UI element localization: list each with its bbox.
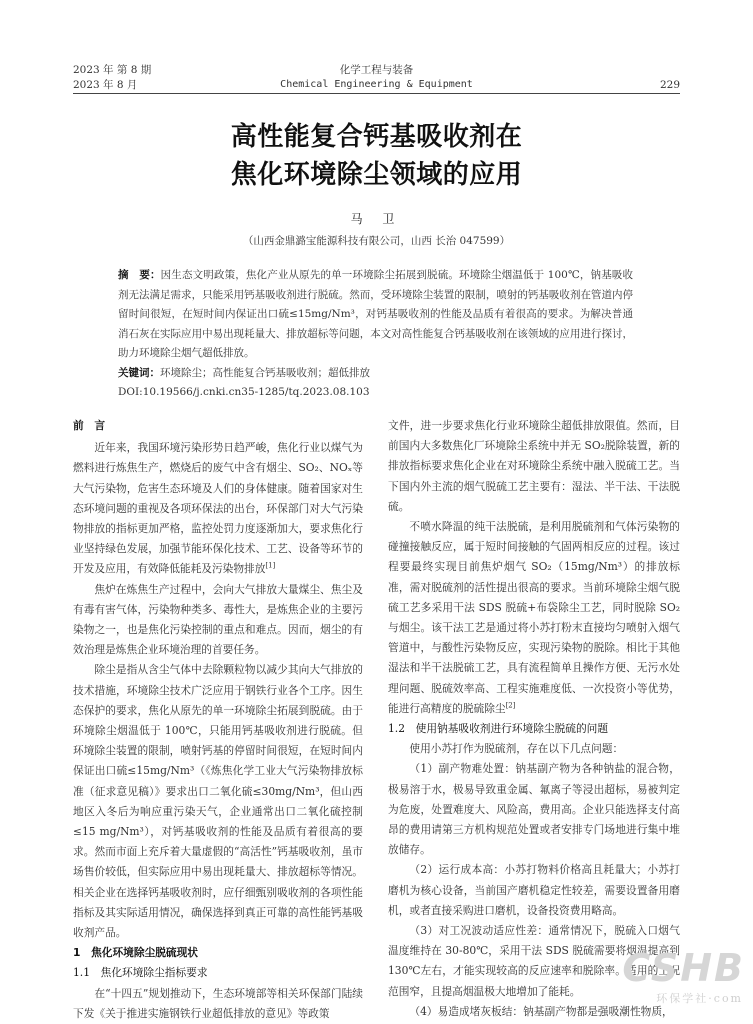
journal-title-cn: 化学工程与装备 [339,64,414,76]
section-1-heading: 1 焦化环境除尘脱硫现状 [73,946,198,960]
journal-title-en: Chemical Engineering & Equipment [280,79,473,90]
abstract-paragraph [118,266,633,364]
preface-heading: 前 言 [73,419,106,432]
abstract-text: 因生态文明政策，焦化产业从原先的单一环境除尘拓展到脱硫。环境除尘烟温低于 100℃，钠基吸收剂无法满足需求，只能采用钙基吸收剂进行脱硫。然而，受环境除尘装置的限制，喷射的钙基吸收剂在管道内停留时间很短，在短时间内保证出口硫≤15mg/Nm³，对钙基吸收剂的性能及品质有着很高的要求。为解决普通消石灰在实际应用中易出现耗量大、排放超标等问题，本文对高性能复合钙基吸收剂在该领域的应用进行探讨，助力环境除尘烟气超低排放。 [118,269,634,359]
abstract-block [118,266,633,403]
section-1-2-heading: 1.2 使用钠基吸收剂进行环境除尘脱硫的问题 [388,722,609,736]
right-paragraph-2-text: 不喷水降温的纯干法脱硫，是利用脱硫剂和气体污染物的碰撞接触反应，属于短时间接触的气固两相反应的过程。该过程要最终实现目前焦炉烟气 SO₂（15mg/Nm³）的排放标准，需对脱硫剂的活性提出很高的要求。当前环境除尘烟气脱硫工艺多采用干法 SDS 脱硫+布袋除尘工艺，同时脱除 SO₂与烟尘。该干法工艺是通过将小苏打粉末直接均匀喷射入烟气管道中，与酸性污染物反应，实现污染物的脱除。相比于其他湿法和半干法脱硫工艺，具有流程简单且操作方便、无污水处理问题、脱硫效率高、工程实施难度低、一次投资小等优势，能进行高精度的脱硫除尘 [388,520,680,715]
left-paragraph-2: 焦炉在炼焦生产过程中，会向大气排放大量煤尘、焦尘及有毒有害气体，污染物种类多、毒性大，是炼焦企业的主要污染物之一，也是焦化污染控制的重点和难点。因而，烟尘的有效治理是炼焦企业环境治理的首要任务。 [73,582,363,657]
right-paragraph-7: （4）易造成堵灰板结：钠基副产物都是强吸潮性物质， [409,1004,673,1018]
left-paragraph-1 [73,438,363,579]
abstract-label: 摘 要： [118,269,161,281]
right-column [388,416,680,1022]
watermark-subtitle: 环保学社·com [656,992,743,1005]
left-paragraph-3: 除尘是指从含尘气体中去除颗粒物以减少其向大气排放的技术措施，环境除尘技术广泛应用于钢铁行业各个工序。因生态保护的要求，焦化从原先的单一环境除尘拓展到脱硫。由于环境除尘烟温低于 100℃，只能用钙基吸收剂进行脱硫。但环境除尘装置的限制，喷射钙基的停留时间很短，在短时间内保证出口硫≤15mg/Nm³（《炼焦化学工业大气污染物排放标准（征求意见稿）》要求出口二氧化硫≤30mg/Nm³，但山西地区入冬后为响应重污染天气，企业通常出口二氧化硫控制≤15 mg/Nm³），对钙基吸收剂的性能及品质有着很高的要求。然而市面上充斥着大量虚假的“高活性”钙基吸收剂，虽市场售价较低，但实际应用中易出现耗量大、排放超标等情况。相关企业在选择钙基吸收剂时，应仔细甄别吸收剂的各项性能指标及其实际适用情况，确保选择到真正可靠的高性能钙基吸收剂产品。 [73,663,363,940]
left-paragraph-4: 在“十四五”规划推动下，生态环境部等相关环保部门陆续下发《关于推进实施钢铁行业超低排放的意见》等政策 [73,986,363,1020]
right-paragraph-3: 使用小苏打作为脱硫剂，存在以下几点问题： [409,742,624,756]
header-rule [73,93,680,94]
citation-1: [1] [265,561,276,570]
paper-title-line1: 高性能复合钙基吸收剂在 [230,122,523,152]
right-paragraph-4: （1）副产物难处置：钠基副产物为各种钠盐的混合物，极易溶于水，极易导致重金属、氟离子等浸出超标，易被判定为危废，处置难度大、风险高，费用高。企业只能选择支付高昂的费用请第三方机构规范处置或者安排专门场地进行集中堆放储存。 [388,762,680,857]
affiliation: （山西金鼎潞宝能源科技有限公司，山西 长治 047599） [242,235,511,247]
paper-title-line2: 焦化环境除尘领域的应用 [230,160,523,190]
left-paragraph-1-text: 近年来，我国环境污染形势日趋严峻，焦化行业以煤气为燃料进行炼焦生产，燃烧后的废气中含有烟尘、SO₂、NOₓ等大气污染物，危害生态环境及人们的身体健康。随着国家对生态环境问题的重视及各项环保法的出台，环保部门对大气污染物排放的指标更加严格，监控处罚力度逐渐加大，要求焦化行业坚持绿色发展，加强节能环保化技术、工艺、设备等环节的开发及应用，有效降低能耗及污染物排放 [73,441,363,576]
issue-label: 2023 年 第 8 期 [73,64,152,76]
right-paragraph-6: （3）对工况波动适应性差：通常情况下，脱硫入口烟气温度维持在 30-80℃，采用干法 SDS 脱硫需要将烟温提高到 130℃左右，才能实现较高的反应速率和脱除率。适用的工况范围窄，且提高烟温极大地增加了能耗。 [388,924,680,998]
author: 马 卫 [350,212,403,226]
page-number: 229 [659,79,680,91]
date-label: 2023 年 8 月 [73,79,138,91]
right-paragraph-2 [388,517,680,719]
doi-line: DOI:10.19566/j.cnki.cn35-1285/tq.2023.08.103 [118,386,370,398]
right-paragraph-5: （2）运行成本高：小苏打物料价格高且耗量大；小苏打磨机为核心设备，当前国产磨机稳定性较差，需要设置备用磨机，或者直接采购进口磨机，设备投资费用略高。 [388,863,680,917]
keywords-label: 关键词： [118,366,160,379]
section-1-1-heading: 1.1 焦化环境除尘指标要求 [73,966,208,980]
keywords-text: 环境除尘；高性能复合钙基吸收剂；超低排放 [160,366,370,379]
right-paragraph-1: 文件，进一步要求焦化行业环境除尘超低排放限值。然而，目前国内大多数焦化厂环境除尘系统中并无 SO₂脱除装置，新的排放指标要求焦化企业在对环境除尘系统中融入脱硫工艺。当下国内外主流的烟气脱硫工艺主要有：湿法、半干法、干法脱硫。 [388,419,680,513]
left-column [73,416,363,1024]
watermark-logo: CSHB [622,946,745,990]
keywords-line [118,364,633,384]
watermark [607,946,747,1008]
citation-2: [2] [505,701,516,710]
